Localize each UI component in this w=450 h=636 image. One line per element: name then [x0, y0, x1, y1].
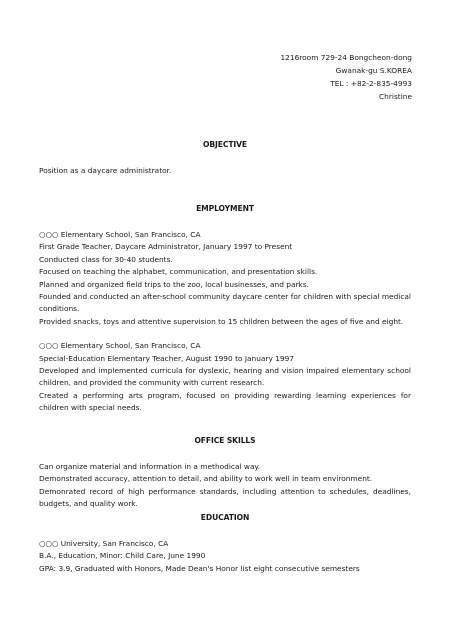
- office-skills-section: [39, 461, 411, 511]
- office-skills-heading: OFFICE SKILLS: [194, 436, 256, 445]
- spacer: [39, 328, 411, 340]
- job1-duty: Provided snacks, toys and attentive supervision to 15 children between the ages of five and eight.: [39, 316, 404, 326]
- education-heading: EDUCATION: [200, 513, 250, 522]
- job1-duty: Planned and organized field trips to the zoo, local businesses, and parks.: [39, 279, 310, 289]
- job2-duty: Created a performing arts program, focused on providing rewarding learning experiences for children with special needs.: [39, 390, 411, 413]
- skill-item: Demonrated record of high performance standards, including attention to schedules, deadlines, budgets, and quality work.: [39, 486, 411, 509]
- job1-duty: Focused on teaching the alphabet, communication, and presentation skills.: [39, 267, 318, 277]
- job1-school: ○○○ Elementary School, San Francisco, CA: [39, 230, 201, 239]
- skill-item: Can organize material and information in a methodical way.: [39, 462, 261, 471]
- employment-heading: EMPLOYMENT: [196, 204, 254, 213]
- address-line-1: 1216room 729-24 Bongcheon-dong: [280, 53, 412, 62]
- job2-school: ○○○ Elementary School, San Francisco, CA: [39, 341, 201, 351]
- address-line-2: Gwanak-gu S.KOREA: [335, 66, 412, 75]
- job2-duty: Developed and implemented curricula for dyslexic, hearing and vision impaired elementary school children, and provided the community with current research.: [39, 366, 411, 388]
- contact-block: [280, 51, 412, 103]
- job1-duty: Conducted class for 30-40 students.: [39, 254, 173, 264]
- job2-title: Special-Education Elementary Teacher, August 1990 to January 1997: [39, 353, 295, 363]
- education-school: ○○○ University, San Francisco, CA: [39, 539, 169, 548]
- education-gpa: GPA: 3.9, Graduated with Honors, Made Dean's Honor list eight consecutive semesters: [39, 563, 360, 573]
- objective-text: Position as a daycare administrator.: [39, 166, 172, 175]
- objective-section: [39, 165, 411, 177]
- job1-title: First Grade Teacher, Daycare Administrator, January 1997 to Present: [39, 242, 293, 252]
- phone-number: TEL : +82-2-835-4993: [330, 79, 412, 88]
- job1-duty: Founded and conducted an after-school community daycare center for children with special medical conditions.: [39, 292, 411, 314]
- skill-item: Demonstrated accuracy, attention to detail, and ability to work well in team environment.: [39, 474, 373, 484]
- education-degree: B.A., Education, Minor: Child Care, June 1990: [39, 551, 206, 561]
- applicant-name: Christine: [379, 92, 412, 101]
- employment-section: [39, 229, 411, 415]
- objective-heading: OBJECTIVE: [203, 140, 247, 149]
- education-section: [39, 538, 411, 575]
